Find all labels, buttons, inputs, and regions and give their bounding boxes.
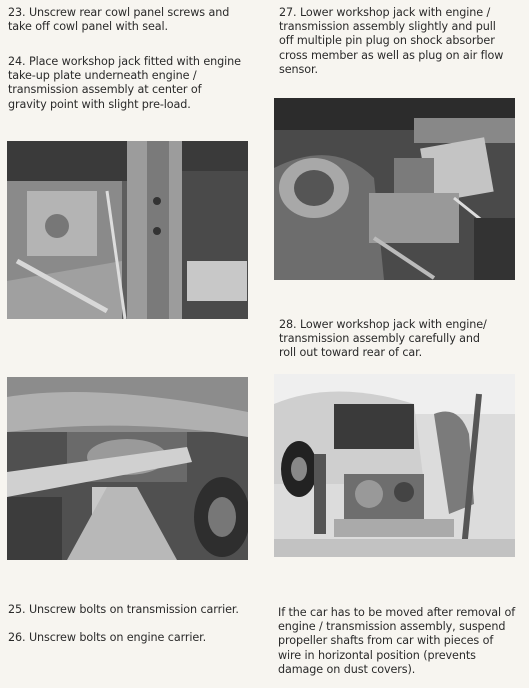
- note-text: If the car has to be moved after removal of engine / transmission assembly, suspend propeller shafts from car with pieces of wire in horizontal position (prevents damage on dust covers).: [278, 606, 516, 676]
- step-25-text: 25. Unscrew bolts on transmission carrier.: [8, 603, 239, 616]
- photo-engine-rolled-out: [274, 374, 515, 557]
- step-27-text: 27. Lower workshop jack with engine / transmission assembly slightly and pull off multiple pin plug on shock absorber cross member as well as plug on air flow sensor.: [279, 6, 504, 76]
- step-26-text: 26. Unscrew bolts on engine carrier.: [8, 631, 207, 644]
- photo-transmission-carrier: [7, 377, 248, 560]
- step-24-text: 24. Place workshop jack fitted with engine take-up plate underneath engine / transmission assembly at center of gravity point with slight pre-load.: [8, 55, 241, 111]
- photo-jack-plate: [7, 141, 248, 319]
- step-28-text: 28. Lower workshop jack with engine/ transmission assembly carefully and roll out toward rear of car.: [279, 318, 487, 360]
- step-23-text: 23. Unscrew rear cowl panel screws and take off cowl panel with seal.: [8, 6, 230, 34]
- photo-air-flow-sensor: [274, 98, 515, 280]
